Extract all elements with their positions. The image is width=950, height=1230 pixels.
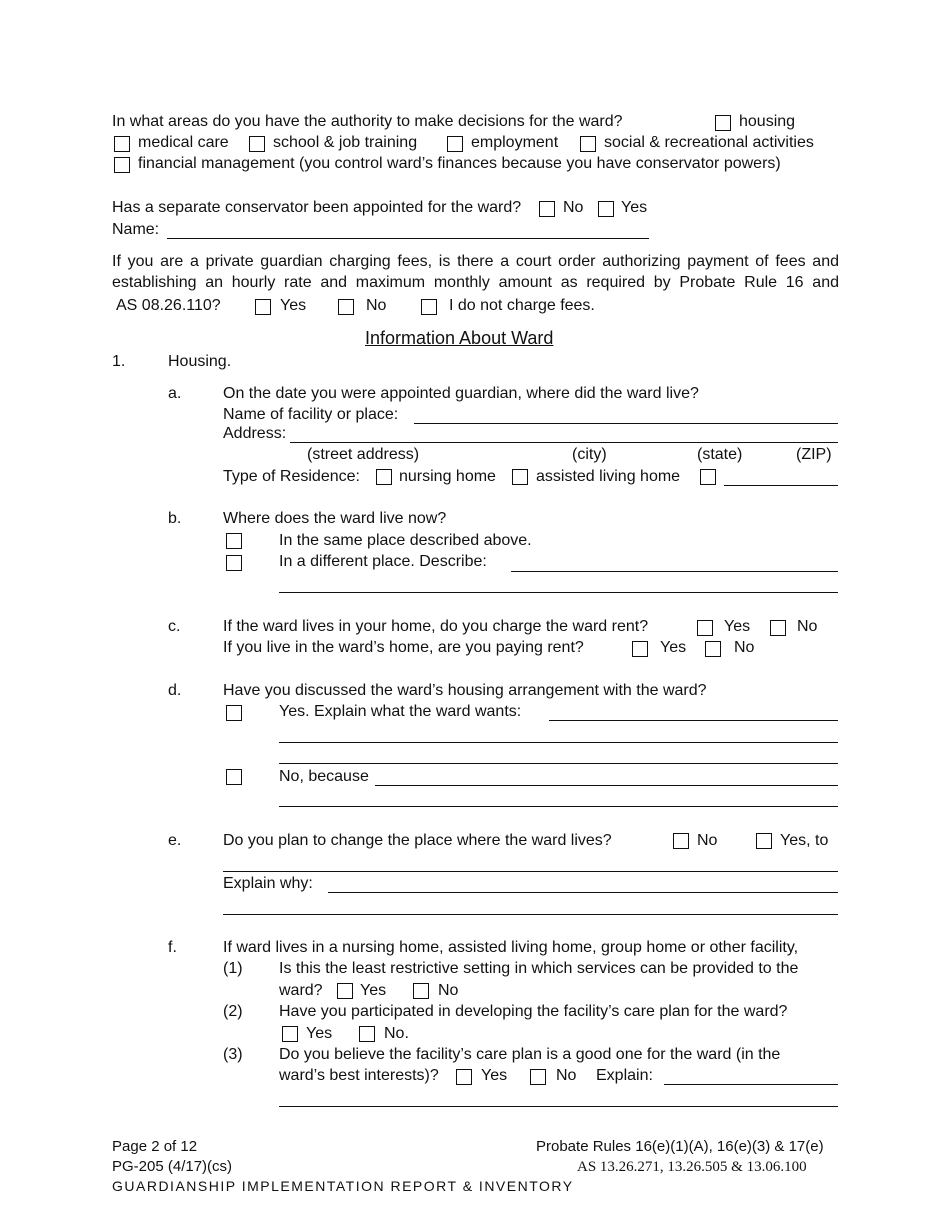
f1-yes-checkbox[interactable] (337, 983, 353, 999)
rent1-no-label: No (797, 618, 818, 635)
f1-yes-label: Yes (360, 982, 387, 999)
section-title: Information About Ward (365, 328, 554, 348)
item-e-question: Do you plan to change the place where the ward lives? (223, 832, 612, 849)
address-label: Address: (223, 425, 287, 442)
school-checkbox[interactable] (249, 136, 265, 152)
social-label: social & recreational activities (604, 134, 814, 151)
rent-question-2: If you live in the ward’s home, are you paying rent? (223, 639, 584, 656)
same-place-checkbox[interactable] (226, 533, 242, 549)
change-no-label: No (697, 832, 718, 849)
fees-no-label: No (366, 297, 387, 314)
fees-none-label: I do not charge fees. (449, 297, 595, 314)
different-place-field[interactable] (511, 571, 838, 572)
conservator-no-checkbox[interactable] (539, 201, 555, 217)
item-b-question: Where does the ward live now? (223, 510, 447, 527)
item-d-letter: d. (168, 682, 182, 699)
financial-checkbox[interactable] (114, 157, 130, 173)
ward-wants-field-3[interactable] (279, 763, 838, 764)
conservator-yes-label: Yes (621, 199, 648, 216)
f3-no-checkbox[interactable] (530, 1069, 546, 1085)
rent2-yes-label: Yes (660, 639, 687, 656)
rent2-no-checkbox[interactable] (705, 641, 721, 657)
f3-number: (3) (223, 1046, 243, 1063)
f3-explain-field[interactable] (664, 1084, 838, 1085)
address-field[interactable] (290, 442, 838, 443)
conservator-name-field[interactable] (167, 238, 649, 239)
item-d-question: Have you discussed the ward’s housing arrangement with the ward? (223, 682, 707, 699)
financial-label: financial management (you control ward’s finances because you have conservator powers) (138, 155, 781, 172)
city-caption: (city) (572, 446, 607, 463)
item-e-letter: e. (168, 832, 182, 849)
f2-yes-label: Yes (306, 1025, 333, 1042)
footer-rules: Probate Rules 16(e)(1)(A), 16(e)(3) & 17(e) (536, 1138, 824, 1155)
ward-wants-field-2[interactable] (279, 742, 838, 743)
f2-question: Have you participated in developing the facility’s care plan for the ward? (279, 1003, 788, 1020)
item-a-question: On the date you were appointed guardian, where did the ward live? (223, 385, 699, 402)
social-checkbox[interactable] (580, 136, 596, 152)
facility-field[interactable] (414, 423, 838, 424)
no-because-field[interactable] (375, 785, 838, 786)
f2-number: (2) (223, 1003, 243, 1020)
f3-yes-label: Yes (481, 1067, 508, 1084)
no-because-field-2[interactable] (279, 806, 838, 807)
housing-checkbox[interactable] (715, 115, 731, 131)
employment-checkbox[interactable] (447, 136, 463, 152)
f2-no-checkbox[interactable] (359, 1026, 375, 1042)
discussed-yes-checkbox[interactable] (226, 705, 242, 721)
f1-no-label: No (438, 982, 459, 999)
rent1-yes-label: Yes (724, 618, 751, 635)
change-yes-label: Yes, to (780, 832, 829, 849)
medical-care-checkbox[interactable] (114, 136, 130, 152)
change-yes-checkbox[interactable] (756, 833, 772, 849)
rent1-no-checkbox[interactable] (770, 620, 786, 636)
school-label: school & job training (273, 134, 418, 151)
discussed-no-label: No, because (279, 768, 369, 785)
same-place-label: In the same place described above. (279, 532, 532, 549)
authority-question: In what areas do you have the authority to make decisions for the ward? (112, 113, 623, 130)
f2-no-label: No. (384, 1025, 409, 1042)
footer-page: Page 2 of 12 (112, 1138, 198, 1155)
explain-why-field-2[interactable] (223, 914, 838, 915)
housing-label: housing (739, 113, 796, 130)
housing-title: Housing. (168, 353, 232, 370)
explain-why-field[interactable] (328, 892, 838, 893)
different-place-label: In a different place. Describe: (279, 553, 487, 570)
explain-why-label: Explain why: (223, 875, 313, 892)
rent2-no-label: No (734, 639, 755, 656)
other-residence-field[interactable] (724, 485, 838, 486)
ward-wants-field[interactable] (549, 720, 838, 721)
f2-yes-checkbox[interactable] (282, 1026, 298, 1042)
item-b-letter: b. (168, 510, 182, 527)
rent-question-1: If the ward lives in your home, do you charge the ward rent? (223, 618, 649, 635)
other-residence-checkbox[interactable] (700, 469, 716, 485)
fees-statute: AS 08.26.110? (116, 297, 221, 314)
employment-label: employment (471, 134, 559, 151)
residence-type-label: Type of Residence: (223, 468, 360, 485)
footer-form-number: PG-205 (4/17)(cs) (112, 1158, 233, 1175)
f3-no-label: No (556, 1067, 577, 1084)
conservator-no-label: No (563, 199, 584, 216)
change-to-field[interactable] (223, 871, 838, 872)
change-no-checkbox[interactable] (673, 833, 689, 849)
conservator-yes-checkbox[interactable] (598, 201, 614, 217)
f1-no-checkbox[interactable] (413, 983, 429, 999)
fees-none-checkbox[interactable] (421, 299, 437, 315)
state-caption: (state) (697, 446, 743, 463)
fees-yes-checkbox[interactable] (255, 299, 271, 315)
fees-yes-label: Yes (280, 297, 307, 314)
conservator-question: Has a separate conservator been appointed for the ward? (112, 199, 522, 216)
f3-question-cont: ward’s best interests)? (279, 1067, 439, 1084)
discussed-yes-label: Yes. Explain what the ward wants: (279, 703, 522, 720)
rent1-yes-checkbox[interactable] (697, 620, 713, 636)
f3-explain-field-2[interactable] (279, 1106, 838, 1107)
zip-caption: (ZIP) (796, 446, 832, 463)
nursing-home-checkbox[interactable] (376, 469, 392, 485)
medical-care-label: medical care (138, 134, 229, 151)
f1-question-cont: ward? (279, 982, 323, 999)
conservator-name-label: Name: (112, 221, 160, 238)
item-f-intro: If ward lives in a nursing home, assisted living home, group home or other facility, (223, 939, 799, 956)
discussed-no-checkbox[interactable] (226, 769, 242, 785)
item-c-letter: c. (168, 618, 181, 635)
f1-question: Is this the least restrictive setting in which services can be provided to the (279, 960, 799, 977)
rent2-yes-checkbox[interactable] (632, 641, 648, 657)
footer-title: GUARDIANSHIP IMPLEMENTATION REPORT & INVENTORY (112, 1178, 574, 1194)
f3-question: Do you believe the facility’s care plan is a good one for the ward (in the (279, 1046, 781, 1063)
different-place-field-2[interactable] (279, 592, 838, 593)
assisted-living-label: assisted living home (536, 468, 681, 485)
facility-label: Name of facility or place: (223, 406, 399, 423)
fees-no-checkbox[interactable] (338, 299, 354, 315)
item-f-letter: f. (168, 939, 177, 956)
fees-line-1: If you are a private guardian charging fees, is there a court order authorizing payment of fees and (112, 253, 839, 270)
footer-statutes: AS 13.26.271, 13.26.505 & 13.06.100 (577, 1159, 807, 1175)
item-a-letter: a. (168, 385, 182, 402)
f3-yes-checkbox[interactable] (456, 1069, 472, 1085)
street-caption: (street address) (307, 446, 420, 463)
f3-explain-label: Explain: (596, 1067, 653, 1084)
f1-number: (1) (223, 960, 243, 977)
housing-number: 1. (112, 353, 126, 370)
nursing-home-label: nursing home (399, 468, 496, 485)
different-place-checkbox[interactable] (226, 555, 242, 571)
assisted-living-checkbox[interactable] (512, 469, 528, 485)
fees-line-2: establishing an hourly rate and maximum monthly amount as required by Probate Rule 16 and (112, 274, 839, 291)
